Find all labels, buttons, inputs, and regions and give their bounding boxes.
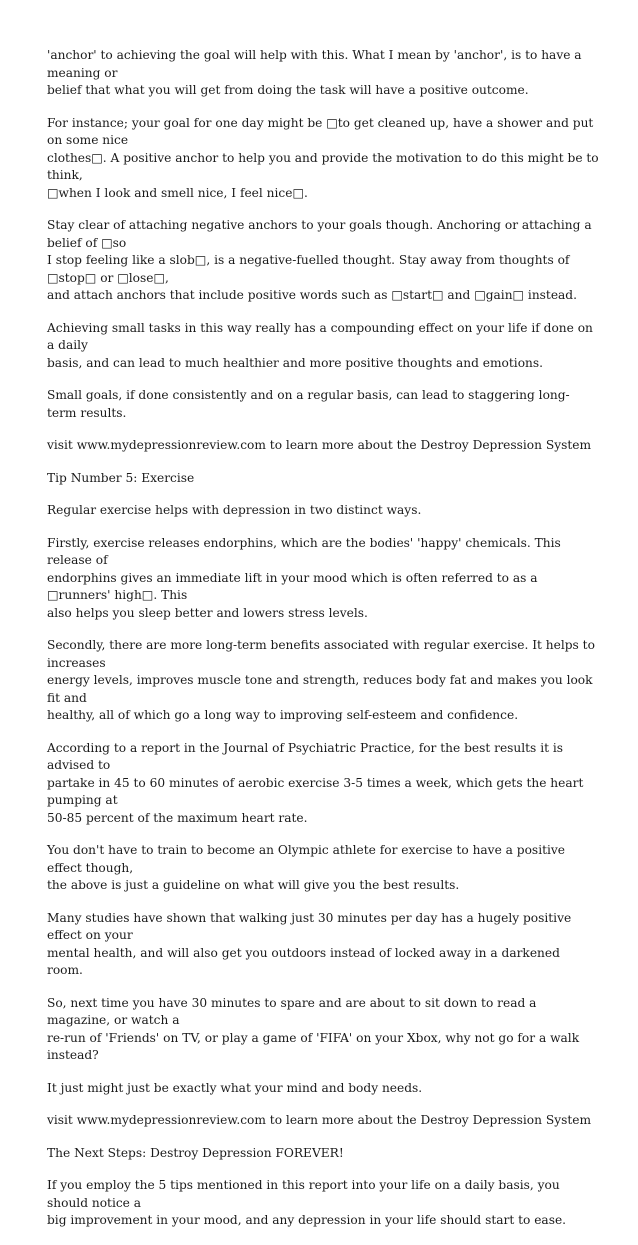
paragraph-anchor-intro: 'anchor' to achieving the goal will help with this. What I mean by 'anchor', is to have a meaning or belief that what you will get from doing the task will have a positive outcome. (47, 48, 582, 97)
section-heading-exercise: Tip Number 5: Exercise (47, 470, 195, 485)
promo-line-1: visit www.mydepressionreview.com to learn more about the Destroy Depression System (47, 438, 592, 452)
paragraph-mind-body: It just might just be exactly what your mind and body needs. (47, 1080, 423, 1095)
paragraph-endorphins: Firstly, exercise releases endorphins, which are the bodies' 'happy' chemicals. This release of endorphins gives an immediate lift in your mood which is often referred to as a □runners' high□. This also helps you sleep better and lowers stress levels. (47, 535, 561, 620)
paragraph-small-tasks: Achieving small tasks in this way really has a compounding effect on your life if done on a daily basis, and can lead to much healthier and more positive thoughts and emotions. (47, 320, 593, 370)
section-heading-next-steps: The Next Steps: Destroy Depression FOREVER! (47, 1145, 344, 1160)
paragraph-next-time: So, next time you have 30 minutes to spare and are about to sit down to read a magazine, or watch a re-run of 'Friends' on TV, or play a game of 'FIFA' on your Xbox, why not go for a walk instead? (47, 995, 580, 1062)
paragraph-positive-anchor: For instance; your goal for one day might be □to get cleaned up, have a shower and put on some nice clothes□. A positive anchor to help you and provide the motivation to do this might be to think, □when I look and smell nice, I feel nice□. (47, 115, 599, 200)
promo-line-2: visit www.mydepressionreview.com to learn more about the Destroy Depression System (47, 1113, 592, 1127)
paragraph-walking: Many studies have shown that walking just 30 minutes per day has a hugely positive effect on your mental health, and will also get you outdoors instead of locked away in a darkened room. (47, 910, 572, 977)
document-page (47, 47, 599, 1245)
paragraph-exercise-intro: Regular exercise helps with depression in two distinct ways. (47, 503, 422, 517)
paragraph-small-goals: Small goals, if done consistently and on a regular basis, can lead to staggering long-term results. (47, 388, 570, 420)
paragraph-five-tips: If you employ the 5 tips mentioned in this report into your life on a daily basis, you should notice a big improvement in your mood, and any depression in your life should start to ease. (47, 1178, 567, 1227)
paragraph-long-term-benefits: Secondly, there are more long-term benefits associated with regular exercise. It helps to increases energy levels, improves muscle tone and strength, reduces body fat and makes you look fit and healthy, all of which go a long way to improving self-esteem and confidence. (47, 638, 595, 722)
paragraph-negative-anchor: Stay clear of attaching negative anchors to your goals though. Anchoring or attaching a belief of □so I stop feeling like a slob□, is a negative-fuelled thought. Stay away from thoughts of □stop□ or □lose□, and attach anchors that include positive words such as □start□ and □gain□ instead. (47, 218, 592, 302)
paragraph-journal-report: According to a report in the Journal of Psychiatric Practice, for the best results it is advised to partake in 45 to 60 minutes of aerobic exercise 3-5 times a week, which gets the heart pumping at 50-85 percent of the maximum heart rate. (47, 740, 584, 825)
paragraph-olympic: You don't have to train to become an Olympic athlete for exercise to have a positive effect though, the above is just a guideline on what will give you the best results. (47, 843, 565, 892)
